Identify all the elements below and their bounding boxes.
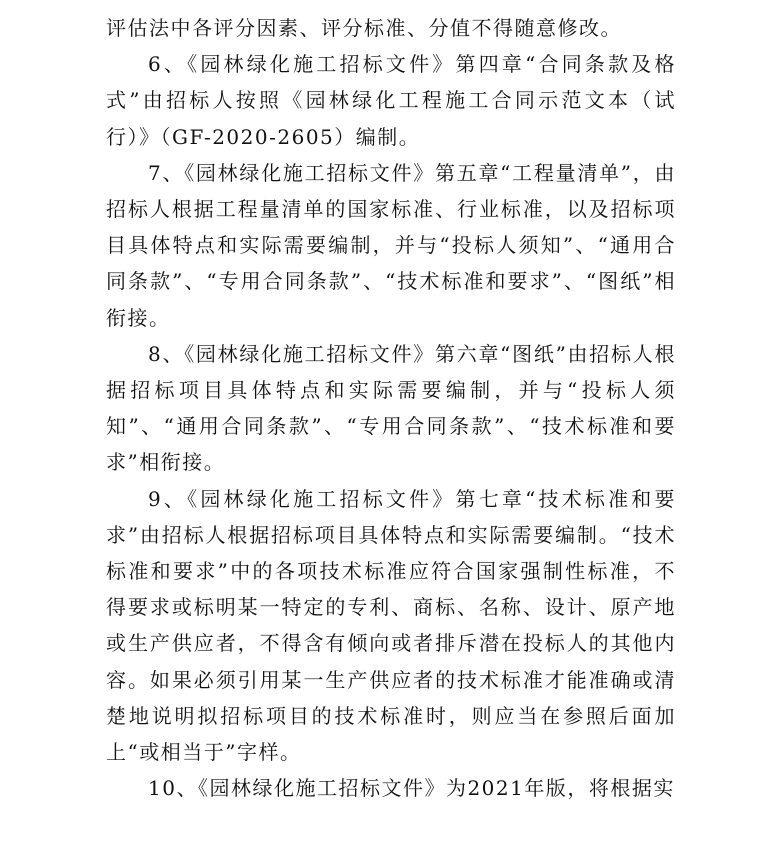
paragraph-item-6: 6、《园林绿化施工招标文件》第四章“合同条款及格式”由招标人按照《园林绿化工程施工合同示范文本（试行）》（GF-2020-2605）编制。 (106, 52, 676, 149)
document-body (106, 10, 676, 806)
paragraph-continuation: 评估法中各评分因素、评分标准、分值不得随意修改。 (106, 16, 622, 40)
paragraph-item-8: 8、《园林绿化施工招标文件》第六章“图纸”由招标人根据招标项目具体特点和实际需要编制，并与“投标人须知”、“通用合同条款”、“专用合同条款”、“技术标准和要求”相衔接。 (106, 341, 676, 475)
paragraph-item-10: 10、《园林绿化施工招标文件》为2021年版，将根据实 (148, 776, 675, 801)
paragraph-item-7: 7、《园林绿化施工招标文件》第五章“工程量清单”，由招标人根据工程量清单的国家标准、行业标准，以及招标项目具体特点和实际需要编制，并与“投标人须知”、“通用合同条款”、“专用合同条款”、“技术标准和要求”、“图纸”相衔接。 (106, 160, 676, 330)
paragraph-item-9: 9、《园林绿化施工招标文件》第七章“技术标准和要求”由招标人根据招标项目具体特点和实际需要编制。“技术标准和要求”中的各项技术标准应符合国家强制性标准，不得要求或标明某一特定的专利、商标、名称、设计、原产地或生产供应者，不得含有倾向或者排斥潜在投标人的其他内容。如果必须引用某一生产供应者的技术标准才能准确或清楚地说明拟招标项目的技术标准时，则应当在参照后面加上“或相当于”字样。 (106, 486, 676, 765)
